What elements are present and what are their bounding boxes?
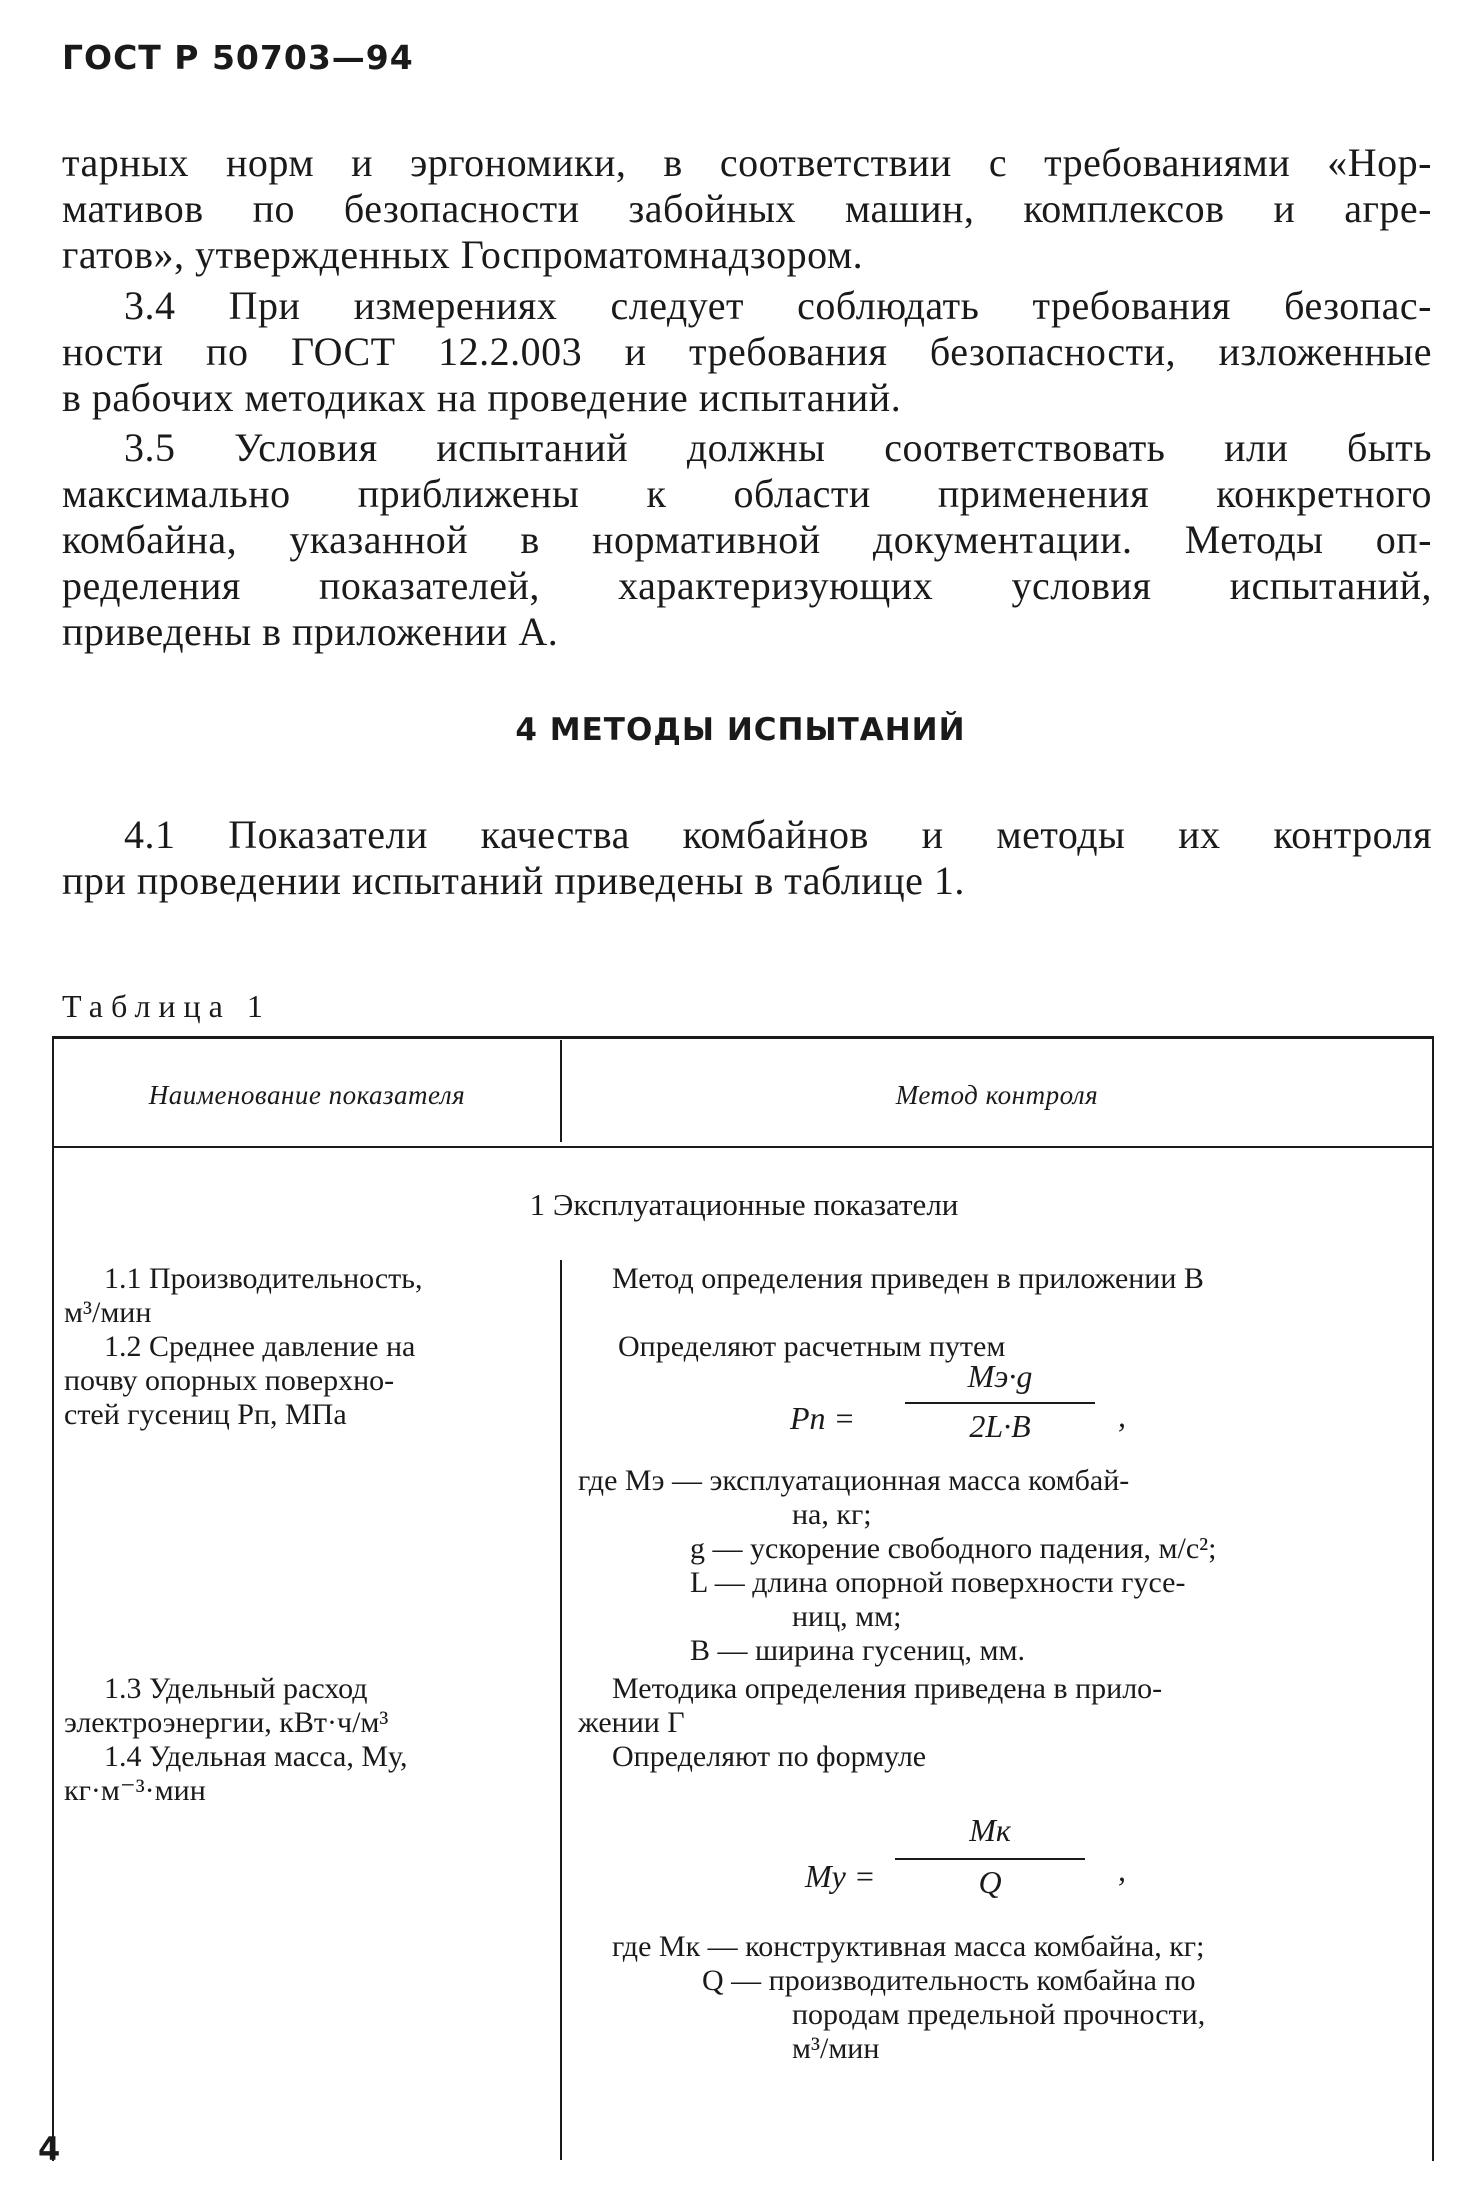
row-name: 1.2 Среднее давление на — [104, 1330, 416, 1363]
section-title: 4 МЕТОДЫ ИСПЫТАНИЙ — [515, 712, 966, 748]
row-name: м³/мин — [64, 1296, 152, 1329]
where-line: где Mк — конструктивная масса комбайна, кг; — [612, 1930, 1205, 1963]
body-line: ности по ГОСТ 12.2.003 и требования безопасности, изложенные — [62, 329, 1432, 374]
row-name: 1.4 Удельная масса, Mу, — [104, 1740, 408, 1773]
body-line: 3.5 Условия испытаний должны соответствовать или быть — [124, 425, 1432, 470]
formula-tail: , — [1118, 1398, 1126, 1434]
table-top-rule — [52, 1036, 1434, 1039]
row-method: Метод определения приведен в приложении В — [612, 1262, 1204, 1295]
body-line: при проведении испытаний приведены в таблице 1. — [62, 858, 965, 903]
row-name: 1.3 Удельный расход — [104, 1672, 368, 1705]
body-line: мативов по безопасности забойных машин, комплексов и агре- — [62, 186, 1432, 231]
formula-numerator: Mэ·g — [967, 1358, 1033, 1394]
body-line: максимально приближены к области применения конкретного — [62, 471, 1432, 516]
table-right-border — [1432, 1036, 1434, 2161]
where-line: на, кг; — [792, 1498, 872, 1531]
table-column-divider — [560, 1260, 562, 2160]
body-line: комбайна, указанной в нормативной документации. Методы оп- — [62, 517, 1432, 562]
row-method: Определяют расчетным путем — [618, 1330, 1006, 1363]
where-line: м³/мин — [792, 2032, 880, 2065]
body-line: гатов», утвержденных Госпроматомнадзором. — [62, 232, 864, 277]
where-line: L — длина опорной поверхности гусе- — [690, 1566, 1186, 1599]
formula-lhs: Pп = — [790, 1400, 856, 1436]
where-line: Q — производительность комбайна по — [702, 1964, 1196, 1997]
row-name: стей гусениц Pп, МПа — [64, 1398, 347, 1431]
fraction-bar — [895, 1858, 1085, 1860]
row-method: жении Г — [578, 1706, 685, 1739]
table-caption: Таблица 1 — [62, 988, 271, 1024]
table-header-rule — [52, 1146, 1434, 1148]
body-line: ределения показателей, характеризующих условия испытаний, — [62, 563, 1432, 608]
body-line: в рабочих методиках на проведение испытаний. — [62, 375, 902, 420]
row-name: кг·м⁻³·мин — [64, 1774, 206, 1807]
column-header-name: Наименование показателя — [148, 1080, 466, 1110]
page-number: 4 — [38, 2130, 61, 2168]
body-line: 4.1 Показатели качества комбайнов и методы их контроля — [124, 812, 1432, 857]
column-header-method: Метод контроля — [895, 1080, 1099, 1110]
formula-tail: , — [1118, 1852, 1126, 1888]
body-line: приведены в приложении А. — [62, 609, 559, 654]
row-method: Методика определения приведена в прило- — [612, 1672, 1163, 1705]
formula-denominator: 2L·B — [969, 1408, 1031, 1444]
where-line: B — ширина гусениц, мм. — [690, 1634, 1026, 1667]
row-name: почву опорных поверхно- — [64, 1364, 395, 1397]
body-line: 3.4 При измерениях следует соблюдать требования безопас- — [124, 283, 1432, 328]
formula-numerator: Mк — [969, 1812, 1011, 1848]
fraction-bar — [905, 1402, 1095, 1404]
where-line: породам предельной прочности, — [792, 1998, 1206, 2031]
table-group-title: 1 Эксплуатационные показатели — [529, 1187, 959, 1222]
document-header: ГОСТ Р 50703—94 — [62, 38, 414, 77]
table-left-border — [52, 1036, 54, 2161]
formula-denominator: Q — [978, 1864, 1002, 1900]
body-line: тарных норм и эргономики, в соответствии с требованиями «Нор- — [62, 140, 1432, 185]
row-name: электроэнергии, кВт·ч/м³ — [64, 1706, 389, 1739]
row-method: Определяют по формуле — [612, 1740, 927, 1773]
where-line: g — ускорение свободного падения, м/с²; — [690, 1532, 1217, 1565]
formula-lhs: Mу = — [805, 1858, 876, 1894]
where-line: ниц, мм; — [792, 1600, 902, 1633]
where-line: где Mэ — эксплуатационная масса комбай- — [578, 1464, 1130, 1497]
table-header-divider — [560, 1040, 562, 1142]
row-name: 1.1 Производительность, — [104, 1262, 423, 1295]
